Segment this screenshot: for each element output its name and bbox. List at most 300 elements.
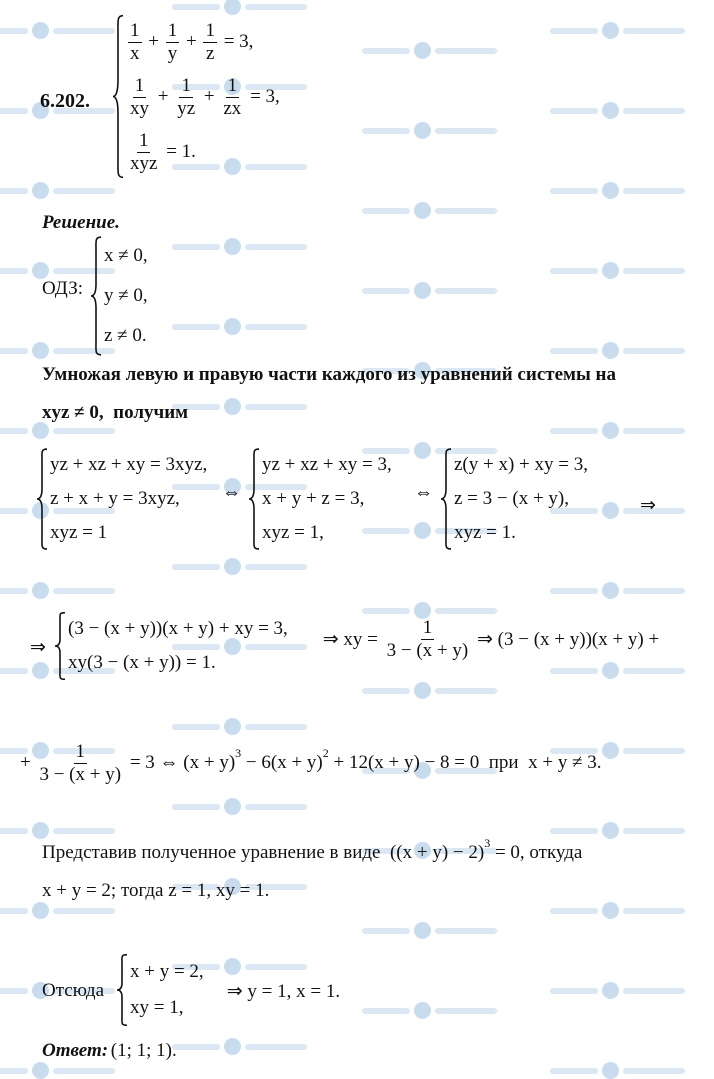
math-text: z	[205, 42, 215, 64]
math-text: 1	[130, 19, 140, 41]
denominator	[166, 43, 180, 64]
watermark-school-mark	[362, 1008, 410, 1014]
step4-line2	[42, 880, 269, 902]
system-row	[130, 961, 204, 983]
formula-line	[68, 652, 216, 674]
watermark	[362, 202, 497, 219]
watermark	[550, 662, 685, 679]
watermark-brand-mark	[623, 1068, 685, 1074]
watermark-school-mark	[362, 128, 410, 134]
exponent: 2	[322, 745, 329, 760]
watermark-brand-mark	[623, 668, 685, 674]
math-text: xyz = 1,	[262, 522, 324, 543]
formula-line	[42, 402, 188, 424]
left-brace-icon	[54, 612, 66, 680]
watermark-logo-icon	[32, 422, 49, 439]
math-text: (3 − (x + y))(x + y) + xy = 3,	[68, 618, 288, 639]
watermark	[362, 922, 497, 939]
watermark-logo-icon	[414, 442, 431, 459]
watermark-school-mark	[362, 928, 410, 934]
math-text: z + x + y = 3xyz,	[50, 488, 180, 509]
system-row	[68, 618, 288, 640]
watermark	[550, 822, 685, 839]
watermark-brand-mark	[435, 1008, 497, 1014]
watermark-logo-icon	[414, 922, 431, 939]
watermark-school-mark	[550, 588, 598, 594]
denominator	[175, 98, 197, 119]
formula-line	[126, 21, 253, 64]
denominator	[385, 640, 471, 661]
watermark-logo-icon	[414, 122, 431, 139]
watermark-brand-mark	[53, 828, 115, 834]
formula-line	[68, 618, 288, 640]
math-text: xyz ≠ 0,	[42, 402, 104, 423]
watermark	[550, 262, 685, 279]
math-text: 1	[134, 74, 145, 96]
watermark-logo-icon	[32, 262, 49, 279]
denominator	[128, 98, 151, 119]
formula-line	[104, 245, 148, 267]
problem-number: 6.202.	[40, 90, 90, 112]
system-c	[440, 448, 588, 550]
watermark-brand-mark	[435, 128, 497, 134]
math-text: 3 − (x + y)	[39, 763, 122, 785]
formula-line	[130, 961, 204, 983]
left-brace-icon	[112, 14, 124, 179]
math-text: +	[143, 31, 164, 52]
math-text: x ≠ 0,	[104, 245, 148, 266]
watermark-logo-icon	[32, 582, 49, 599]
watermark	[172, 238, 307, 255]
fraction	[221, 76, 243, 119]
watermark-logo-icon	[32, 182, 49, 199]
watermark	[550, 422, 685, 439]
system-rows	[454, 448, 588, 550]
fraction	[128, 21, 142, 64]
left-brace-icon	[248, 448, 260, 550]
watermark-school-mark	[172, 564, 220, 570]
watermark-logo-icon	[602, 262, 619, 279]
math-text: yz + xz + xy = 3xyz,	[50, 454, 208, 475]
watermark-brand-mark	[245, 4, 307, 10]
answer-label: Ответ:	[42, 1040, 109, 1061]
formula-line	[104, 285, 148, 307]
fraction	[128, 76, 151, 119]
math-text: 1	[138, 129, 149, 151]
watermark-school-mark	[550, 28, 598, 34]
system-row	[454, 488, 588, 510]
formula-line	[454, 488, 569, 510]
watermark-school-mark	[0, 428, 28, 434]
watermark-logo-icon	[414, 682, 431, 699]
fraction	[37, 742, 123, 785]
watermark-school-mark	[172, 724, 220, 730]
watermark-brand-mark	[623, 988, 685, 994]
formula-line	[318, 618, 659, 661]
math-text: = 3,	[245, 86, 280, 107]
system-b	[248, 448, 392, 550]
numerator	[203, 21, 217, 43]
watermark-school-mark	[0, 28, 28, 34]
system-rows	[130, 954, 204, 1026]
watermark-logo-icon	[414, 202, 431, 219]
formula-line	[42, 835, 583, 864]
watermark-brand-mark	[245, 564, 307, 570]
math-text: 3 − (x + y)	[386, 639, 469, 661]
watermark	[172, 318, 307, 335]
watermark-brand-mark	[435, 288, 497, 294]
math-text: (1; 1; 1).	[106, 1040, 177, 1061]
numerator	[421, 618, 435, 640]
fraction	[203, 21, 217, 64]
watermark	[362, 282, 497, 299]
watermark-logo-icon	[602, 502, 619, 519]
left-brace-icon	[116, 954, 128, 1026]
watermark	[0, 422, 115, 439]
math-text: y ≠ 0,	[104, 285, 148, 306]
formula-line	[50, 454, 207, 476]
step2-system	[54, 612, 288, 680]
math-text: +	[153, 86, 174, 107]
system-row	[50, 522, 207, 544]
watermark-logo-icon	[224, 318, 241, 335]
system-rows	[50, 448, 207, 550]
system-a	[36, 448, 207, 550]
denominator	[128, 43, 142, 64]
watermark-logo-icon	[602, 422, 619, 439]
math-text: = 0, откуда	[490, 842, 583, 863]
math-text: ⇒ xy =	[318, 628, 383, 650]
watermark-brand-mark	[435, 928, 497, 934]
math-text: +	[20, 752, 36, 774]
math-text: x + y = 2; тогда z = 1, xy = 1.	[42, 880, 270, 901]
step5-tail	[222, 980, 340, 1003]
watermark-school-mark	[0, 668, 28, 674]
math-text: = 3,	[218, 31, 254, 52]
watermark	[172, 558, 307, 575]
watermark-school-mark	[172, 324, 220, 330]
math-text: = 1.	[161, 141, 196, 162]
step5-label: Отсюда	[42, 980, 105, 1001]
denominator	[221, 98, 243, 119]
watermark-logo-icon	[32, 822, 49, 839]
watermark-school-mark	[172, 1044, 220, 1050]
formula-line	[130, 997, 183, 1019]
watermark-logo-icon	[32, 342, 49, 359]
watermark-school-mark	[550, 268, 598, 274]
watermark-logo-icon	[32, 662, 49, 679]
watermark-logo-icon	[602, 102, 619, 119]
formula-line	[454, 522, 516, 544]
watermark	[172, 1038, 307, 1055]
math-text: yz + xz + xy = 3,	[262, 454, 392, 475]
watermark-school-mark	[172, 244, 220, 250]
math-text: +	[181, 31, 202, 52]
watermark-school-mark	[362, 608, 410, 614]
watermark-logo-icon	[224, 398, 241, 415]
paragraph-line2	[42, 402, 188, 424]
answer-value	[106, 1040, 177, 1062]
watermark-school-mark	[0, 188, 28, 194]
watermark-school-mark	[0, 348, 28, 354]
watermark-school-mark	[550, 828, 598, 834]
watermark-logo-icon	[414, 42, 431, 59]
fraction	[128, 131, 159, 174]
watermark	[550, 102, 685, 119]
denominator	[204, 43, 216, 64]
watermark-logo-icon	[32, 22, 49, 39]
formula-line	[104, 325, 147, 347]
watermark-school-mark	[0, 908, 28, 914]
system-row	[262, 488, 392, 510]
watermark-logo-icon	[414, 282, 431, 299]
math-text: xy = 1,	[130, 997, 184, 1018]
math-text: Представив полученное уравнение в виде ((x + y) − 2)	[42, 842, 485, 863]
numerator	[226, 76, 240, 98]
watermark-brand-mark	[435, 208, 497, 214]
watermark-logo-icon	[602, 822, 619, 839]
watermark-logo-icon	[602, 342, 619, 359]
watermark-school-mark	[550, 988, 598, 994]
math-text: ⇒ y = 1, x = 1.	[222, 981, 341, 1002]
watermark-school-mark	[0, 1068, 28, 1074]
numerator	[133, 76, 147, 98]
watermark-brand-mark	[245, 324, 307, 330]
watermark-logo-icon	[224, 558, 241, 575]
formula-line	[50, 488, 180, 510]
watermark	[172, 718, 307, 735]
watermark-school-mark	[0, 108, 28, 114]
watermark-logo-icon	[602, 582, 619, 599]
math-text: y	[167, 42, 178, 64]
system-row	[68, 652, 288, 674]
implies-lead: ⇒	[30, 637, 46, 658]
math-text: z ≠ 0.	[104, 325, 147, 346]
watermark	[550, 902, 685, 919]
watermark-school-mark	[0, 268, 28, 274]
watermark-school-mark	[550, 1068, 598, 1074]
watermark-school-mark	[362, 48, 410, 54]
odz-label: ОДЗ:	[42, 278, 84, 299]
watermark	[0, 582, 115, 599]
watermark-logo-icon	[414, 1002, 431, 1019]
watermark-brand-mark	[623, 28, 685, 34]
watermark-logo-icon	[224, 798, 241, 815]
watermark	[0, 902, 115, 919]
watermark	[0, 182, 115, 199]
system-rows	[68, 612, 288, 680]
watermark	[550, 982, 685, 999]
system-rows	[262, 448, 392, 550]
math-text: x + y + z = 3,	[262, 488, 365, 509]
watermark	[550, 582, 685, 599]
system-row	[126, 75, 280, 119]
fraction	[385, 618, 471, 661]
system-row	[454, 454, 588, 476]
math-text: 1	[75, 741, 86, 762]
watermark-brand-mark	[245, 964, 307, 970]
watermark	[550, 1062, 685, 1079]
formula-line	[50, 522, 107, 544]
step3-equation	[20, 742, 602, 785]
math-text: x	[130, 42, 140, 64]
watermark-logo-icon	[602, 742, 619, 759]
math-text: xy	[130, 97, 149, 119]
math-text: x + y = 2,	[130, 961, 204, 982]
equation-system	[90, 236, 148, 356]
system-row	[262, 454, 392, 476]
equation-system	[248, 448, 392, 550]
exponent: 3	[235, 745, 242, 760]
fraction	[175, 76, 197, 119]
watermark	[0, 22, 115, 39]
watermark-logo-icon	[602, 662, 619, 679]
equiv-op-1: ⇔	[222, 482, 241, 503]
watermark-school-mark	[362, 288, 410, 294]
watermark	[362, 42, 497, 59]
math-text: yz	[177, 97, 196, 119]
watermark-school-mark	[550, 428, 598, 434]
watermark-logo-icon	[224, 238, 241, 255]
math-text: 1	[422, 617, 433, 638]
system-row	[454, 522, 588, 544]
fraction	[166, 21, 180, 64]
watermark	[362, 682, 497, 699]
math-text: + 12(x + y) − 8 = 0 при x + y ≠ 3.	[328, 752, 602, 774]
formula-line	[42, 880, 269, 902]
watermark-brand-mark	[435, 688, 497, 694]
equation-system	[116, 954, 204, 1026]
problem-system	[112, 14, 280, 179]
solution-label: Решение.	[42, 212, 120, 233]
math-text: = 3 ⇔ (x + y)	[125, 752, 236, 774]
watermark-brand-mark	[53, 428, 115, 434]
paragraph-line1: Умножая левую и правую части каждого из уравнений системы на	[42, 364, 616, 385]
system-row	[50, 454, 207, 476]
watermark-brand-mark	[245, 404, 307, 410]
implies-op-3: ⇒	[640, 495, 656, 516]
watermark	[362, 1002, 497, 1019]
watermark-logo-icon	[224, 958, 241, 975]
watermark	[172, 0, 307, 15]
watermark-brand-mark	[53, 588, 115, 594]
math-text: z(y + x) + xy = 3,	[454, 454, 588, 475]
equation-system	[440, 448, 588, 550]
watermark-logo-icon	[602, 22, 619, 39]
watermark-logo-icon	[32, 1062, 49, 1079]
system-rows	[126, 14, 280, 179]
watermark-brand-mark	[53, 1068, 115, 1074]
watermark-school-mark	[362, 208, 410, 214]
formula-line	[106, 1040, 177, 1062]
watermark	[550, 182, 685, 199]
equation-system	[36, 448, 207, 550]
watermark-logo-icon	[32, 902, 49, 919]
watermark-logo-icon	[414, 522, 431, 539]
watermark	[550, 342, 685, 359]
system-row	[104, 245, 148, 267]
numerator	[137, 131, 151, 153]
formula-line	[262, 522, 324, 544]
equation-system	[54, 612, 288, 680]
numerator	[74, 742, 88, 764]
system-rows	[104, 236, 148, 356]
formula-line	[454, 454, 588, 476]
watermark	[0, 1062, 115, 1079]
watermark	[172, 798, 307, 815]
math-text: 1	[205, 19, 215, 41]
watermark-brand-mark	[623, 108, 685, 114]
math-text: zx	[223, 97, 242, 119]
left-brace-icon	[440, 448, 452, 550]
watermark-brand-mark	[435, 48, 497, 54]
formula-line	[126, 131, 196, 174]
watermark	[550, 22, 685, 39]
system-row	[126, 20, 280, 64]
watermark-brand-mark	[53, 188, 115, 194]
watermark	[362, 122, 497, 139]
watermark-logo-icon	[224, 0, 241, 15]
math-text: 1	[167, 19, 178, 41]
watermark-brand-mark	[245, 1044, 307, 1050]
watermark-brand-mark	[53, 908, 115, 914]
watermark	[172, 398, 307, 415]
watermark-brand-mark	[623, 428, 685, 434]
step4-line1	[42, 835, 583, 864]
system-row	[126, 130, 280, 174]
math-text: xyz = 1.	[454, 522, 516, 543]
watermark-brand-mark	[623, 828, 685, 834]
watermark-brand-mark	[623, 268, 685, 274]
watermark-school-mark	[550, 108, 598, 114]
denominator	[128, 153, 159, 174]
watermark-brand-mark	[53, 28, 115, 34]
watermark-school-mark	[550, 668, 598, 674]
equiv-op-2: ⇔	[414, 482, 433, 503]
system-row	[104, 325, 148, 347]
watermark-logo-icon	[602, 1062, 619, 1079]
watermark-school-mark	[0, 508, 28, 514]
left-brace-icon	[36, 448, 48, 550]
watermark-school-mark	[550, 188, 598, 194]
watermark-school-mark	[0, 588, 28, 594]
formula-line	[262, 488, 364, 510]
exponent: 3	[484, 835, 491, 850]
math-text: +	[199, 86, 220, 107]
watermark-logo-icon	[602, 902, 619, 919]
system-row	[50, 488, 207, 510]
math-text: 1	[181, 74, 191, 96]
math-text: − 6(x + y)	[241, 752, 323, 774]
watermark-brand-mark	[623, 908, 685, 914]
watermark-brand-mark	[623, 588, 685, 594]
numerator	[128, 21, 142, 43]
watermark-school-mark	[362, 688, 410, 694]
math-text: получим	[103, 402, 189, 423]
watermark-brand-mark	[623, 348, 685, 354]
formula-line	[126, 76, 280, 119]
odz-system	[90, 236, 148, 356]
equation-system	[112, 14, 280, 179]
watermark-logo-icon	[602, 982, 619, 999]
watermark-logo-icon	[224, 718, 241, 735]
watermark-brand-mark	[623, 748, 685, 754]
watermark-school-mark	[0, 828, 28, 834]
watermark-school-mark	[0, 988, 28, 994]
watermark-logo-icon	[224, 1038, 241, 1055]
formula-line	[20, 742, 602, 785]
watermark-logo-icon	[602, 182, 619, 199]
